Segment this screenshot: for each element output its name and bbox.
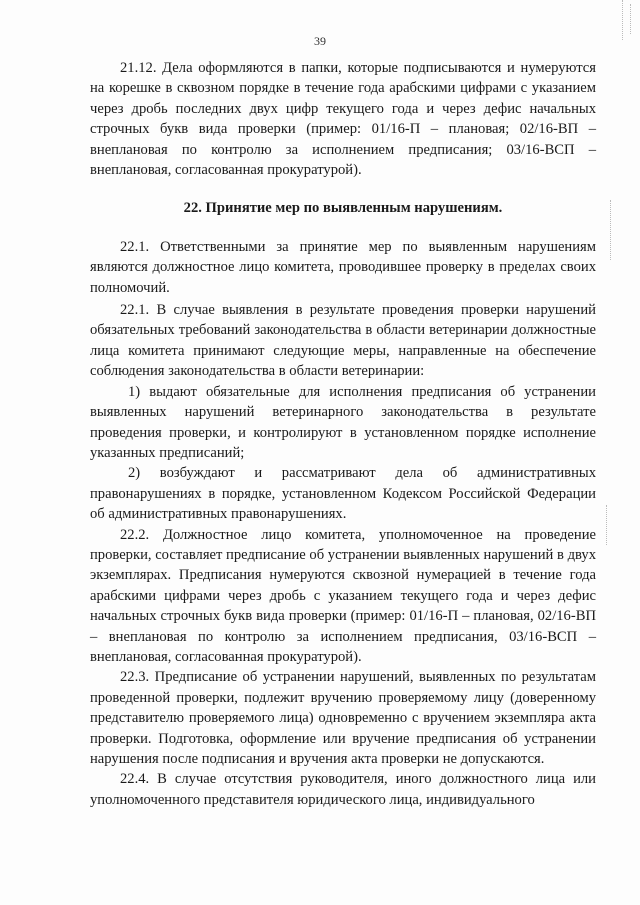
paragraph-22-2: 22.2. Должностное лицо комитета, уполномоченное на проведение проверки, составляет предписание об устранении выявленных нарушений в двух экземплярах. Предписания нумеруются сквозной нумерацией в течение года арабскими цифрами через дробь с указанием текущего года и через дефис начальных строчных букв вида проверки (пример: 01/16-П – плановая, 02/16-ВП – внеплановая по контролю за исполнением предписания, 03/16-ВСП – внеплановая, согласованная прокуратурой). <box>90 526 596 665</box>
scan-artifact <box>630 4 631 34</box>
section-heading-22: 22. Принятие мер по выявленным нарушениям. <box>183 200 503 217</box>
scan-artifact <box>610 200 611 260</box>
page-number: 39 <box>314 34 326 48</box>
paragraph-22-3: 22.3. Предписание об устранении нарушений, выявленных по результатам проведенной проверки, подлежит вручению проверяемому лицу (доверенному представителю проверяемого лица) одновременно с вручением экземпляра акта проверки. Подготовка, оформление или вручение предписания об устранении нарушения после подписания и вручения акта проверки не допускаются. <box>90 669 596 767</box>
paragraph-21-12: 21.12. Дела оформляются в папки, которые подписываются и нумеруются на корешке в сквозном порядке в течение года арабскими цифрами с указанием через дробь последних двух цифр текущего года и через дефис начальных строчных букв вида проверки (пример: 01/16-П – плановая; 02/16-ВП – внеплановая по контролю за исполнением предписания; 03/16-ВСП – внеплановая, согласованная прокуратурой). <box>90 60 596 179</box>
list-item-2: 2) возбуждают и рассматривают дела об административных правонарушениях в порядке, установленном Кодексом Российской Федерации об административных правонарушениях. <box>90 465 596 523</box>
scan-artifact <box>606 505 607 545</box>
list-item-1: 1) выдают обязательные для исполнения предписания об устранении выявленных нарушений ветеринарного законодательства в результате проведения проверки, и контролируют в установленном порядке исполнение указанных предписаний; <box>90 383 596 461</box>
paragraph-22-1-responsible: 22.1. Ответственными за принятие мер по выявленным нарушениям являются должностное лицо комитета, проводившее проверку в пределах своих полномочий. <box>90 238 596 296</box>
paragraph-22-1-measures: 22.1. В случае выявления в результате проведения проверки нарушений обязательных требований законодательства в области ветеринарии должностные лица комитета принимают следующие меры, направленные на обеспечение соблюдения законодательства в области ветеринарии: <box>90 302 596 380</box>
document-body <box>90 58 596 810</box>
scan-artifact <box>622 0 623 40</box>
paragraph-22-4: 22.4. В случае отсутствия руководителя, иного должностного лица или уполномоченного представителя юридического лица, индивидуального <box>90 771 596 808</box>
